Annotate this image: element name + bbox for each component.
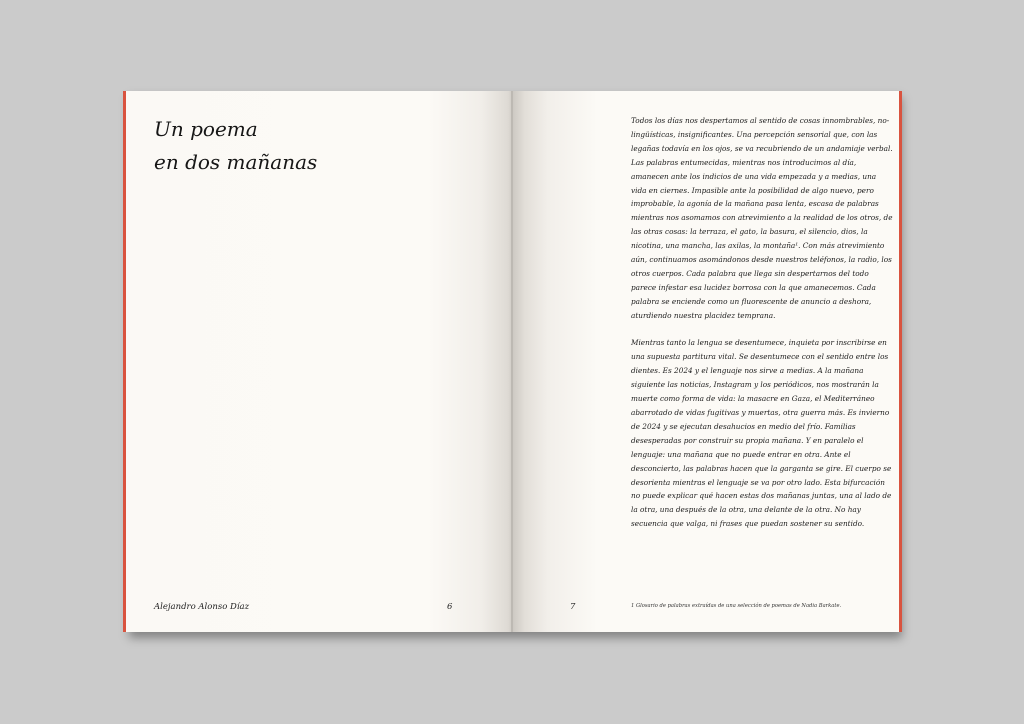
- paragraph-2: Mientras tanto la lengua se desentumece, inquieta por inscribirse en una supuesta partitura vital. Se desentumece con el sentido entre los dientes. Es 2024 y el lenguaje nos sirve a medias. A la mañana siguiente las noticias, Instagram y los periódicos, nos mostrarán la muerte como forma de vida: la masacre en Gaza, el Mediterráneo abarrotado de vidas fugitivas y muertas, otra guerra más. Es invierno de 2024 y se ejecutan desahucios en medio del frío. Familias desesperadas por construir su propia mañana. Y en paralelo el lenguaje: una mañana que no puede entrar en otra. Ante el desconcierto, las palabras hacen que la garganta se gire. El cuerpo se desorienta mientras el lenguaje se va por otro lado. Esta bifurcación no puede explicar qué hacen estas dos mañanas juntas, una al lado de la otra, una después de la otra, una delante de la otra. No hay secuencia que valga, ni frases que puedan sostener su sentido.: [631, 338, 892, 529]
- right-page: [513, 91, 899, 632]
- title-line-1: Un poema: [154, 117, 258, 141]
- footnote: 1 Glosario de palabras extraídas de una selección de poemas de Nadia Barkate.: [631, 603, 842, 609]
- paragraph-1: Todos los días nos despertamos al sentido de cosas innombrables, no-lingüísticas, insignificantes. Una percepción sensorial que, con las legañas todavía en los ojos, se va recubriendo de un andamiaje verbal. Las palabras entumecidas, mientras nos introducimos al día, amanecen ante los indicios de una vida empezada y a medias, una vida en ciernes. Impasible ante la posibilidad de algo nuevo, pero improbable, la agonía de la mañana pasa lenta, escasa de palabras mientras nos asomamos con atrevimiento a la realidad de los otros, de las otras cosas: la terraza, el gato, la basura, el silencio, dios, la nicotina, una mancha, las axilas, la montaña¹. Con más atrevimiento aún, continuamos asomándonos desde nuestros teléfonos, la radio, los otros cuerpos. Cada palabra que llega sin despertarnos del todo parece infestar esa lucidez borrosa con la que amanecemos. Cada palabra se enciende como un fluorescente de anuncio a deshora, aturdiendo nuestra placidez temprana.: [631, 116, 893, 320]
- poem-title: [154, 113, 317, 179]
- page-number-left: 6: [447, 602, 453, 612]
- title-line-2: en dos mañanas: [154, 150, 318, 174]
- open-book: [126, 91, 899, 632]
- left-page: [126, 91, 512, 632]
- body-text: [631, 114, 893, 531]
- author-footer: Alejandro Alonso Díaz: [154, 602, 250, 612]
- page-number-right: 7: [570, 602, 576, 612]
